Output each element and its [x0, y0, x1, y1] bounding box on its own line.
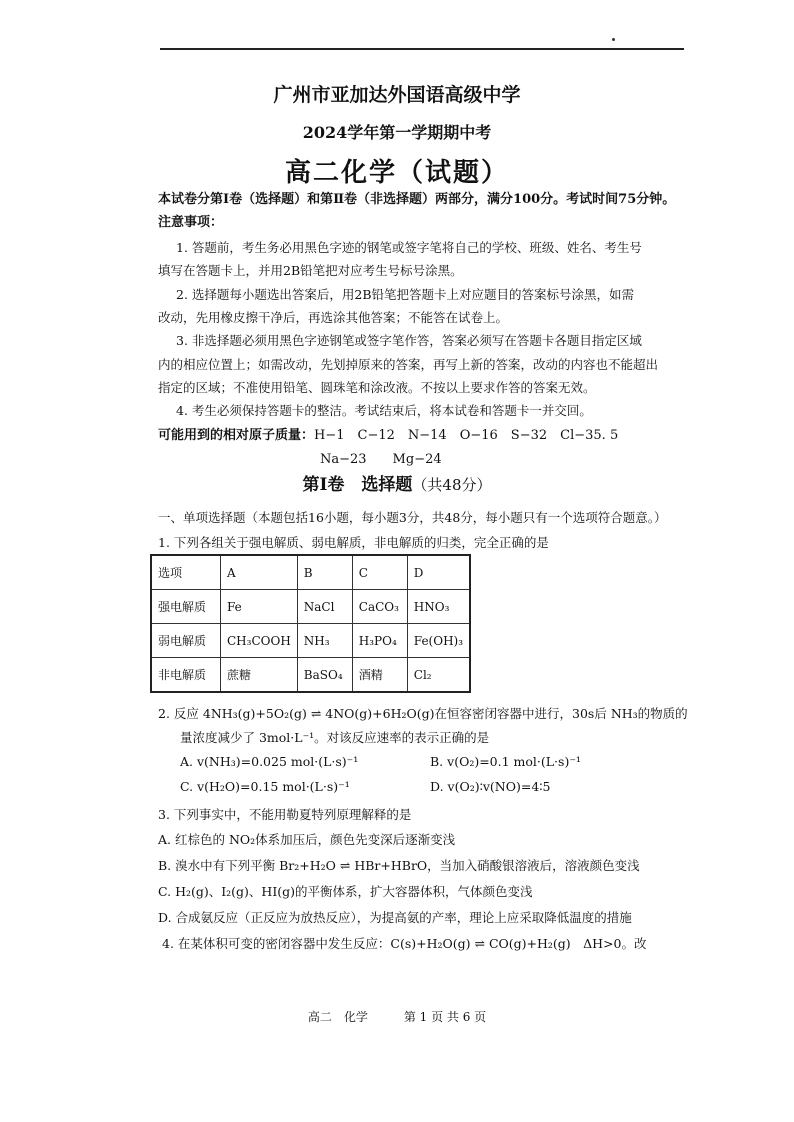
table-cell: 弱电解质: [151, 624, 221, 658]
table-cell: Fe(OH)₃: [407, 624, 470, 658]
note-line: 1. 答题前，考生务必用黑色字迹的钢笔或签字笔将自己的学校、班级、姓名、考生号: [176, 240, 642, 255]
page-footer: 高二 化学 第 1 页 共 6 页: [307, 1010, 487, 1024]
table-cell: 强电解质: [151, 590, 221, 624]
notes-title: 注意事项：: [158, 215, 224, 230]
q4-stem: 4. 在某体积可变的密闭容器中发生反应：C(s)+H₂O(g) ⇌ CO(g)+H₂(g) ΔH>0。改: [162, 936, 647, 951]
note-line: 改动，先用橡皮擦干净后，再选涂其他答案；不能答在试卷上。: [158, 310, 509, 325]
top-rule: [160, 48, 684, 50]
table-cell: HNO₃: [407, 590, 470, 624]
q3-option-a: A. 红棕色的 NO₂体系加压后，颜色先变深后逐渐变浅: [158, 832, 456, 847]
q1-options-table: [150, 554, 471, 693]
table-cell: Fe: [221, 590, 298, 624]
table-cell: 选项: [151, 555, 221, 590]
atomic-mass-values: H−1 C−12 N−14 O−16 S−32 Cl−35. 5: [314, 428, 619, 443]
section-name: 第Ⅰ卷 选择题: [302, 475, 413, 495]
table-cell: 蔗糖: [221, 658, 298, 693]
table-row: [151, 590, 470, 624]
atomic-mass-row: [158, 424, 618, 443]
note-line: 2. 选择题每小题选出答案后，用2B铅笔把答题卡上对应题目的答案标号涂黑，如需: [176, 287, 635, 302]
section-points: （共48分）: [412, 476, 492, 494]
q2-option-c: C. v(H₂O)=0.15 mol·(L·s)⁻¹: [180, 779, 350, 794]
atomic-mass-values-2: Na−23 Mg−24: [320, 452, 442, 467]
table-cell: C: [352, 555, 407, 590]
table-row: [151, 555, 470, 590]
table-cell: H₃PO₄: [352, 624, 407, 658]
school-name: 广州市亚加达外国语高级中学: [273, 84, 521, 106]
exam-title: 2024学年第一学期期中考: [302, 123, 492, 142]
table-cell: BaSO₄: [297, 658, 352, 693]
atomic-mass-label: 可能用到的相对原子质量：: [158, 428, 315, 443]
table-cell: 非电解质: [151, 658, 221, 693]
table-cell: B: [297, 555, 352, 590]
q2-stem-line-1: 2. 反应 4NH₃(g)+5O₂(g) ⇌ 4NO(g)+6H₂O(g)在恒容密闭容器中进行，30s后 NH₃的物质的: [158, 706, 688, 721]
q2-option-d: D. v(O₂)∶v(NO)=4∶5: [430, 779, 551, 794]
note-line: 内的相应位置上；如需改动，先划掉原来的答案，再写上新的答案，改动的内容也不能超出: [158, 357, 659, 372]
section-title: [0, 470, 794, 495]
note-line: 4. 考生必须保持答题卡的整洁。考试结束后，将本试卷和答题卡一并交回。: [176, 403, 592, 418]
table-cell: CaCO₃: [352, 590, 407, 624]
q2-option-b: B. v(O₂)=0.1 mol·(L·s)⁻¹: [430, 754, 581, 769]
table-row: [151, 658, 470, 693]
q1-stem: 1. 下列各组关于强电解质、弱电解质，非电解质的归类，完全正确的是: [158, 535, 549, 550]
subject-title: 高二化学（试题）: [284, 158, 509, 188]
table-cell: 酒精: [352, 658, 407, 693]
note-line: 填写在答题卡上，并用2B铅笔把对应考生号标号涂黑。: [158, 263, 463, 278]
intro-text: 本试卷分第Ⅰ卷（选择题）和第Ⅱ卷（非选择题）两部分，满分100分。考试时间75分钟。: [158, 192, 676, 207]
table-cell: NaCl: [297, 590, 352, 624]
note-line: 指定的区域；不准使用铅笔、圆珠笔和涂改液。不按以上要求作答的答案无效。: [158, 380, 596, 395]
table-cell: CH₃COOH: [221, 624, 298, 658]
q3-option-c: C. H₂(g)、I₂(g)、HI(g)的平衡体系，扩大容器体积，气体颜色变浅: [158, 884, 533, 899]
q3-option-d: D. 合成氨反应（正反应为放热反应），为提高氨的产率，理论上应采取降低温度的措施: [158, 910, 632, 925]
table-cell: D: [407, 555, 470, 590]
q3-stem: 3. 下列事实中，不能用勒夏特列原理解释的是: [158, 807, 412, 822]
scan-dot: [612, 38, 615, 41]
q3-option-b: B. 溴水中有下列平衡 Br₂+H₂O ⇌ HBr+HBrO，当加入硝酸银溶液后，溶液颜色变浅: [158, 858, 640, 873]
table-cell: NH₃: [297, 624, 352, 658]
table-row: [151, 624, 470, 658]
q2-option-a: A. v(NH₃)=0.025 mol·(L·s)⁻¹: [180, 754, 359, 769]
table-cell: A: [221, 555, 298, 590]
q2-stem-line-2: 量浓度减少了 3mol·L⁻¹。对该反应速率的表示正确的是: [180, 730, 490, 745]
note-line: 3. 非选择题必须用黑色字迹钢笔或签字笔作答，答案必须写在答题卡各题目指定区域: [176, 333, 642, 348]
table-cell: Cl₂: [407, 658, 470, 693]
part-one-heading: 一、单项选择题（本题包括16小题，每小题3分，共48分，每小题只有一个选项符合题意。）: [158, 510, 667, 525]
